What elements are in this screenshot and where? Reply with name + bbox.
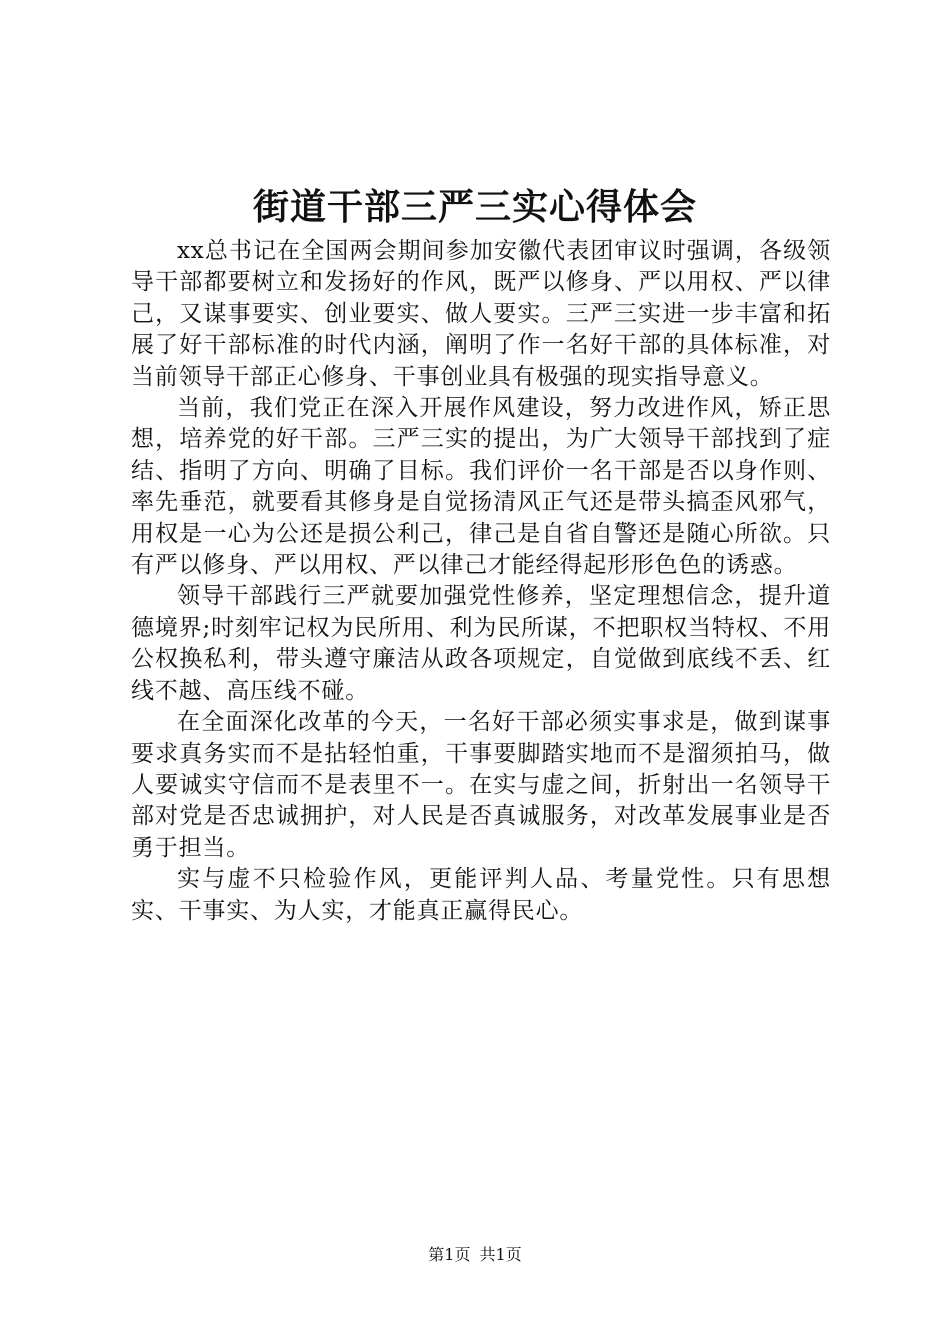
document-body bbox=[131, 236, 831, 927]
paragraph-5: 实与虚不只检验作风，更能评判人品、考量党性。只有思想实、干事实、为人实，才能真正赢得民心。 bbox=[131, 866, 831, 924]
page-number: 第1页 bbox=[428, 1245, 471, 1264]
paragraph-2: 当前，我们党正在深入开展作风建设，努力改进作风，矫正思想，培养党的好干部。三严三实的提出，为广大领导干部找到了症结、指明了方向、明确了目标。我们评价一名干部是否以身作则、率先垂范，就要看其修身是自觉扬清风正气还是带头搞歪风邪气，用权是一心为公还是损公利己，律己是自省自警还是随心所欲。只有严以修身、严以用权、严以律己才能经得起形形色色的诱惑。 bbox=[131, 395, 831, 579]
paragraph-4: 在全面深化改革的今天，一名好干部必须实事求是，做到谋事要求真务实而不是拈轻怕重，干事要脚踏实地而不是溜须拍马，做人要诚实守信而不是表里不一。在实与虚之间，折射出一名领导干部对党是否忠诚拥护，对人民是否真诚服务，对改革发展事业是否勇于担当。 bbox=[131, 709, 831, 861]
page-total: 共1页 bbox=[479, 1245, 522, 1264]
document-title: 街道干部三严三实心得体会 bbox=[252, 187, 697, 228]
paragraph-1: xx总书记在全国两会期间参加安徽代表团审议时强调，各级领导干部都要树立和发扬好的作风，既严以修身、严以用权、严以律己，又谋事要实、创业要实、做人要实。三严三实进一步丰富和拓展了好干部标准的时代内涵，阐明了作一名好干部的具体标准，对当前领导干部正心修身、干事创业具有极强的现实指导意义。 bbox=[131, 238, 831, 390]
page-footer bbox=[0, 1244, 950, 1266]
paragraph-3: 领导干部践行三严就要加强党性修养，坚定理想信念，提升道德境界;时刻牢记权为民所用、利为民所谋，不把职权当特权、不用公权换私利，带头遵守廉洁从政各项规定，自觉做到底线不丢、红线不越、高压线不碰。 bbox=[131, 583, 831, 704]
